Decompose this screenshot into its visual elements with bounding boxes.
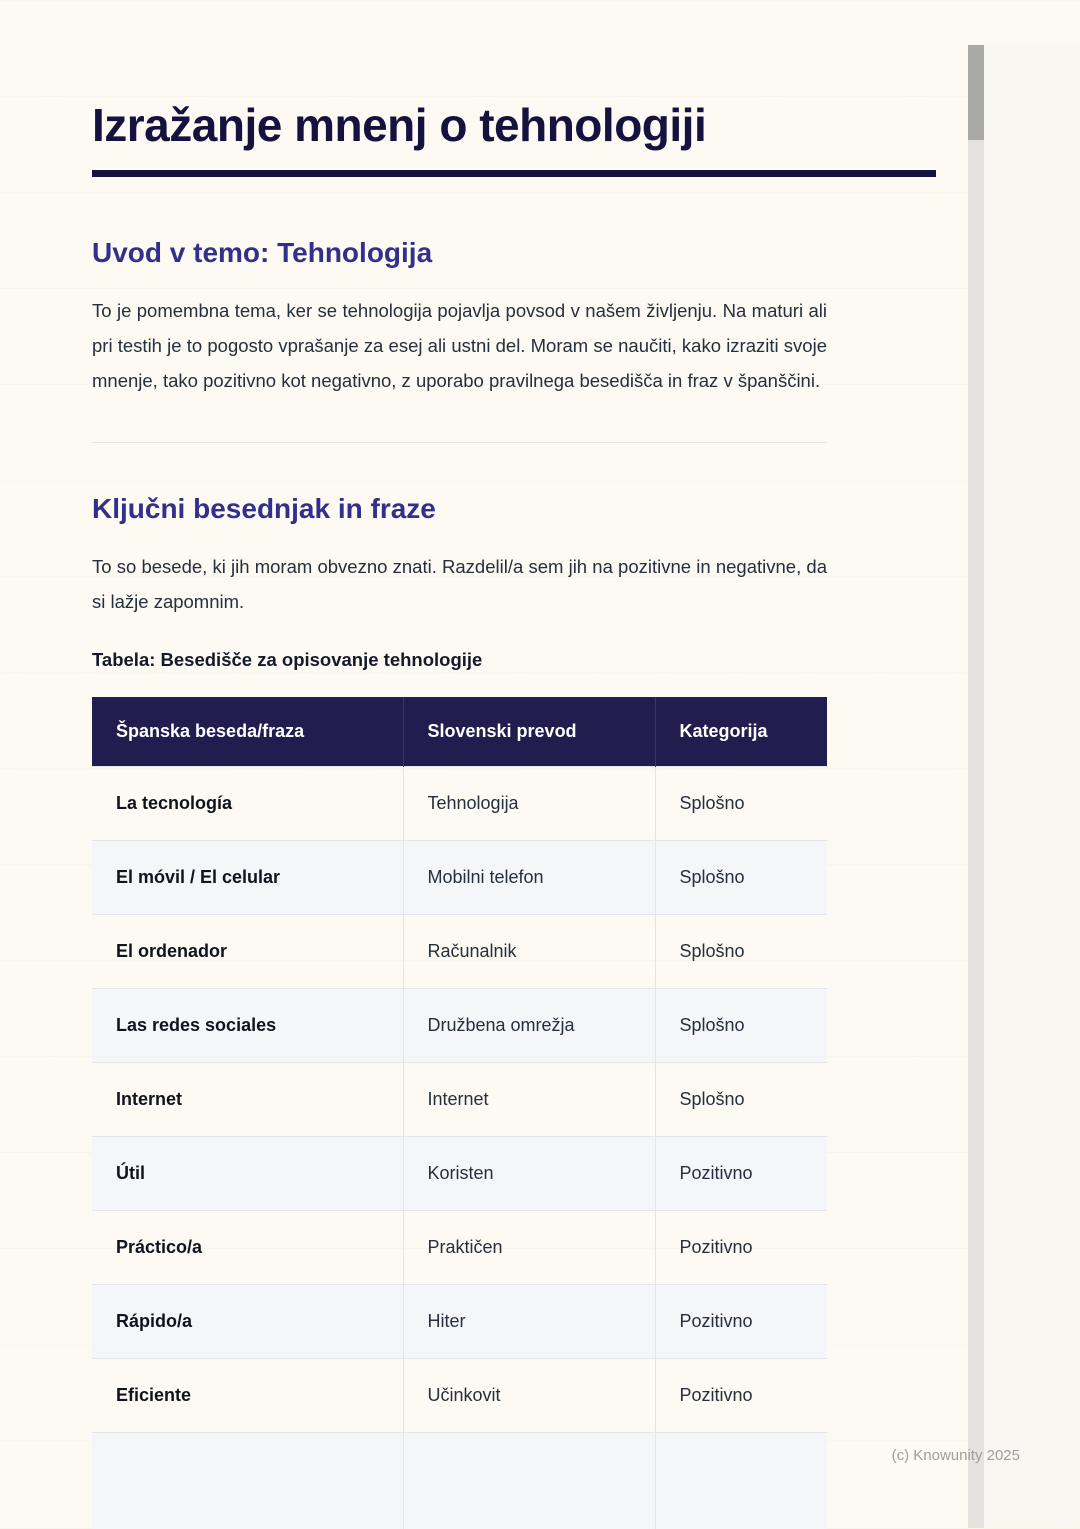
watermark: (c) Knowunity 2025: [891, 1447, 1020, 1464]
table-cell: El ordenador: [92, 915, 403, 989]
table-cell: Splošno: [655, 915, 827, 989]
table-row: [92, 841, 827, 915]
page-title: Izražanje mnenj o tehnologiji: [92, 99, 707, 151]
table-row: [92, 1433, 827, 1529]
table-cell: Tehnologija: [403, 767, 655, 841]
table-cell: Splošno: [655, 767, 827, 841]
table-cell: Útil: [92, 1137, 403, 1211]
table-caption: Tabela: Besedišče za opisovanje tehnologije: [92, 649, 483, 670]
table-header-row: [92, 697, 827, 767]
table-cell: La tecnología: [92, 767, 403, 841]
table-row: [92, 767, 827, 841]
section-heading-vocab: Ključni besednjak in fraze: [92, 493, 436, 524]
scrollbar-track[interactable]: [968, 45, 984, 1528]
table-cell: Splošno: [655, 1063, 827, 1137]
table-row: [92, 1211, 827, 1285]
table-cell: Pozitivno: [655, 1285, 827, 1359]
table-cell: Eficiente: [92, 1359, 403, 1433]
table-header-cell: Slovenski prevod: [403, 697, 655, 767]
table-cell: Pozitivno: [655, 1211, 827, 1285]
table-cell: Hiter: [403, 1285, 655, 1359]
section-divider: [92, 442, 827, 443]
table-cell: [403, 1433, 655, 1529]
table-cell: Mobilni telefon: [403, 841, 655, 915]
table-row: [92, 1285, 827, 1359]
section-heading-intro: Uvod v temo: Tehnologija: [92, 237, 433, 268]
table-cell: Pozitivno: [655, 1137, 827, 1211]
table-row: [92, 1359, 827, 1433]
table-row: [92, 1063, 827, 1137]
vocab-table-head: [92, 697, 827, 767]
right-gutter: [984, 45, 1080, 1528]
table-cell: Splošno: [655, 841, 827, 915]
table-header-cell: Kategorija: [655, 697, 827, 767]
table-cell: El móvil / El celular: [92, 841, 403, 915]
scrollbar-thumb[interactable]: [968, 45, 984, 140]
intro-paragraph: To je pomembna tema, ker se tehnologija pojavlja povsod v našem življenju. Na maturi ali pri testih je to pogosto vprašanje za esej ali ustni del. Moram se naučiti, kako izraziti svoje mnenje, tako pozitivno kot negativno, z uporabo pravilnega besedišča in fraz v španščini.: [92, 300, 827, 391]
table-header-cell: Španska beseda/fraza: [92, 697, 403, 767]
table-cell: Učinkovit: [403, 1359, 655, 1433]
table-cell: Splošno: [655, 989, 827, 1063]
table-row: [92, 1137, 827, 1211]
vocab-table: [92, 697, 827, 1529]
table-row: [92, 989, 827, 1063]
table-cell: Praktičen: [403, 1211, 655, 1285]
vocab-table-body: [92, 767, 827, 1529]
table-cell: [655, 1433, 827, 1529]
table-cell: Internet: [92, 1063, 403, 1137]
table-cell: Pozitivno: [655, 1359, 827, 1433]
document: [92, 0, 936, 1529]
table-cell: Koristen: [403, 1137, 655, 1211]
table-cell: Internet: [403, 1063, 655, 1137]
document-content: [92, 237, 827, 1529]
table-cell: Računalnik: [403, 915, 655, 989]
table-cell: Práctico/a: [92, 1211, 403, 1285]
table-row: [92, 915, 827, 989]
title-underline: [92, 170, 936, 177]
table-cell: Las redes sociales: [92, 989, 403, 1063]
table-cell: Družbena omrežja: [403, 989, 655, 1063]
table-cell: [92, 1433, 403, 1529]
vocab-paragraph: To so besede, ki jih moram obvezno znati. Razdelil/a sem jih na pozitivne in negativne, da si lažje zapomnim.: [92, 556, 827, 612]
table-cell: Rápido/a: [92, 1285, 403, 1359]
